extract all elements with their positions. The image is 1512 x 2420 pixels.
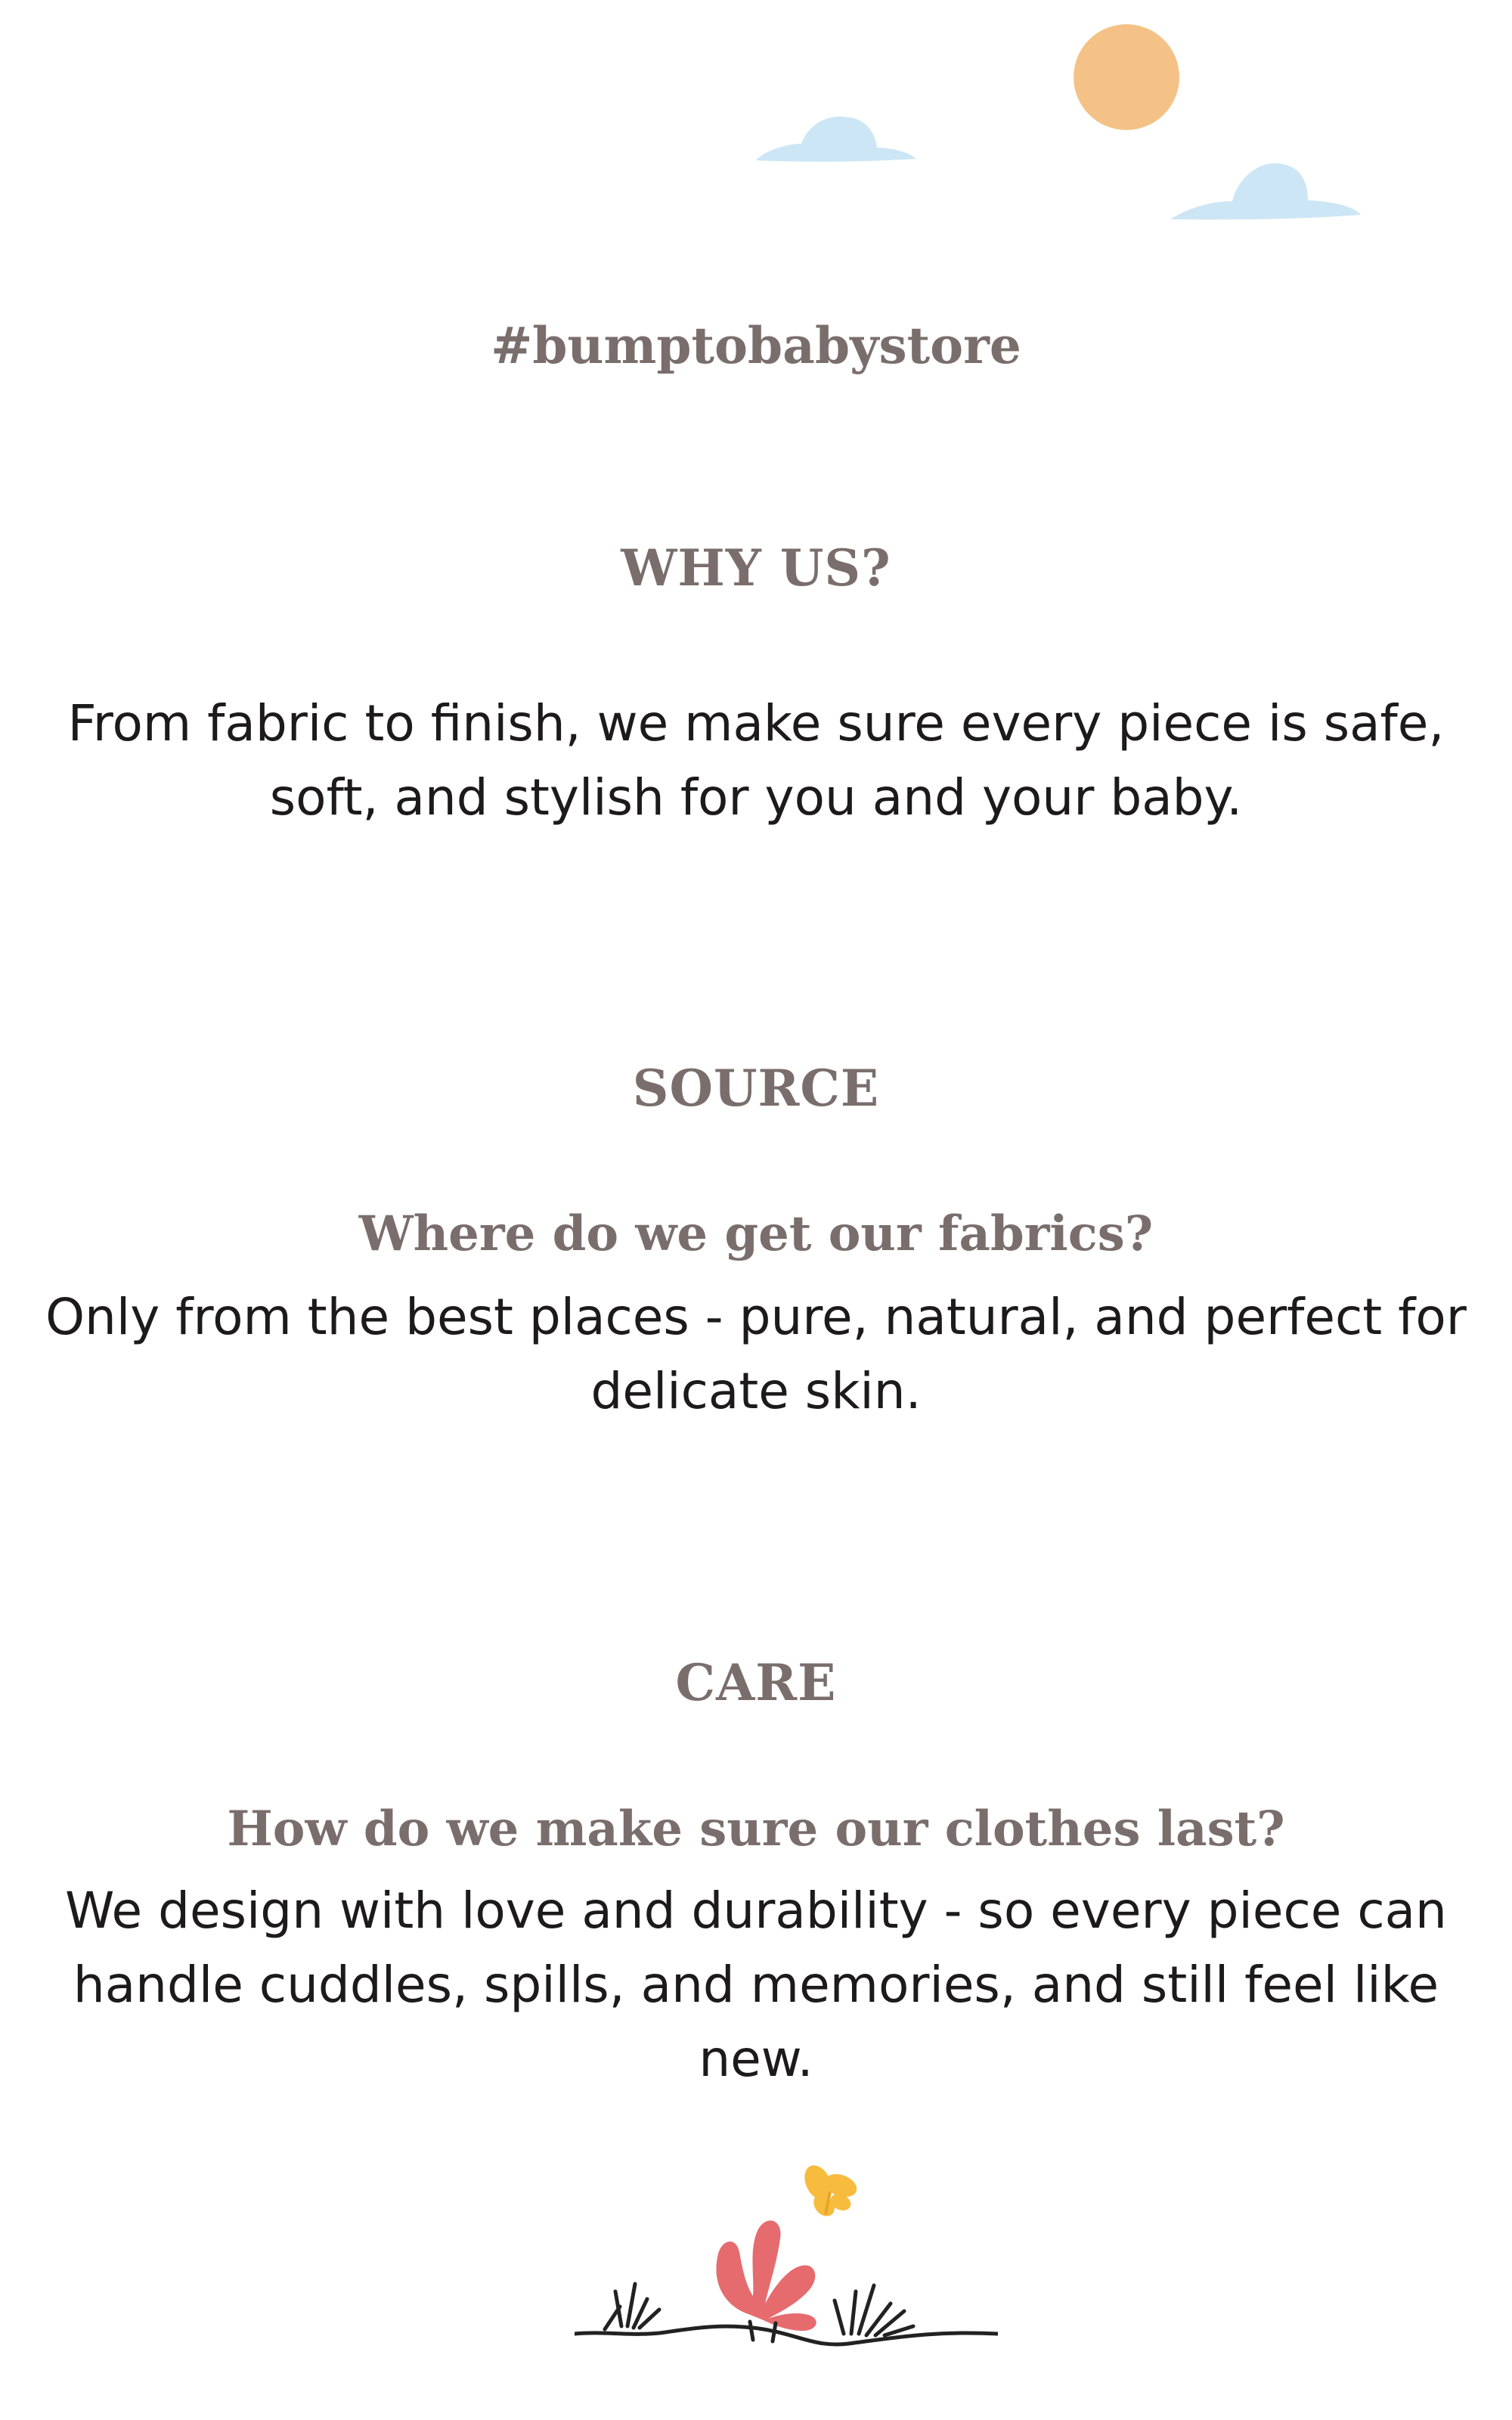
source-question: Where do we get our fabrics? [358, 1205, 1154, 1262]
care-question: How do we make sure our clothes last? [227, 1801, 1285, 1857]
why-us-title: WHY US? [621, 538, 891, 597]
sun-icon [1074, 24, 1179, 130]
sky-illustration [0, 0, 1512, 242]
butterfly-icon [799, 2161, 860, 2220]
care-body: We design with love and durability - so every piece can handle cuddles, spills, and memories, and still feel like new. [65, 1882, 1447, 2088]
source-title: SOURCE [632, 1059, 880, 1118]
source-body: Only from the best places - pure, natural, and perfect for delicate skin. [45, 1288, 1467, 1420]
cloud-icon [1170, 163, 1361, 219]
ground-line [575, 2326, 998, 2344]
hashtag-heading: #bumptobabystore [491, 316, 1021, 375]
flower-icon [716, 2220, 816, 2331]
care-title: CARE [675, 1653, 837, 1712]
why-us-body: From fabric to finish, we make sure every piece is safe, soft, and stylish for you and your baby. [67, 694, 1445, 827]
ground-illustration [575, 2155, 998, 2360]
cloud-icon [756, 116, 916, 162]
